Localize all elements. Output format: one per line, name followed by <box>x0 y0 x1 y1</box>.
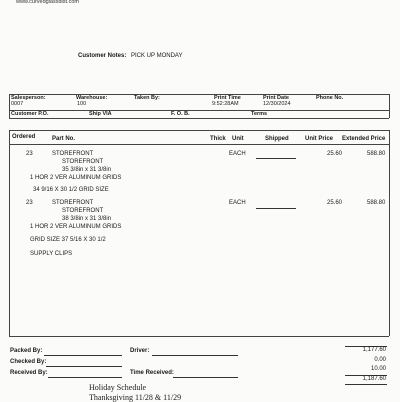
time-received-label: Time Received: <box>130 370 174 376</box>
tax-value: 0.00 <box>374 357 386 363</box>
table-right-border <box>389 130 390 336</box>
holiday-title: Holiday Schedule <box>89 383 147 392</box>
item1-desc3: 1 HOR 2 VER ALUMINUM GRIDS <box>30 175 122 181</box>
checked-by-line[interactable] <box>46 366 122 367</box>
subtotal-value: 1,177.60 <box>362 347 386 353</box>
salesperson-label: Salesperson: <box>11 95 46 101</box>
checked-by-label: Checked By: <box>10 359 47 365</box>
taken-by-label: Taken By: <box>134 95 160 101</box>
item2-desc4: GRID SIZE 37 5/16 X 30 1/2 <box>30 237 106 243</box>
received-by-label: Received By: <box>10 370 48 376</box>
holiday-line: Thanksgiving 11/28 & 11/29 <box>89 393 182 402</box>
table-header-border <box>9 144 389 145</box>
website-url: www.curvedglassdist.com <box>16 0 79 5</box>
fob-label: F. O. B. <box>171 111 190 117</box>
freight-value: 10.00 <box>370 366 386 372</box>
driver-label: Driver: <box>130 348 150 354</box>
item1-shipped-line[interactable] <box>256 158 296 159</box>
ship-via-label: Ship VIA <box>89 111 112 117</box>
col-extended-price: Extended Price <box>342 136 386 142</box>
item1-unit: EACH <box>229 151 246 157</box>
print-time-label: Print Time <box>214 95 241 101</box>
print-date-label: Print Date <box>263 95 289 101</box>
item2-extended-price: 588.80 <box>367 200 386 206</box>
table-bottom-border <box>9 336 389 337</box>
total-value: 1,187.60 <box>362 376 386 382</box>
terms-label: Terms <box>251 111 268 117</box>
time-received-line[interactable] <box>173 377 238 378</box>
print-time-value: 9:52:28AM <box>212 101 239 107</box>
item1-desc4: 34 9/16 X 30 1/2 GRID SIZE <box>33 187 109 193</box>
item1-unit-price: 25.60 <box>327 151 343 157</box>
driver-line[interactable] <box>152 355 238 356</box>
table-left-border <box>9 130 10 336</box>
table-top-border <box>9 130 389 131</box>
col-shipped: Shipped <box>265 136 289 142</box>
item2-desc2: 38 3/8in x 31 3/8in <box>62 216 112 222</box>
col-ordered: Ordered <box>12 134 36 140</box>
print-date-value: 12/30/2024 <box>263 101 291 107</box>
item2-unit: EACH <box>229 200 246 206</box>
item1-part: STOREFRONT <box>52 151 94 157</box>
col-part-no: Part No. <box>52 136 76 142</box>
item2-shipped-line[interactable] <box>256 208 296 209</box>
item2-ordered: 23 <box>26 200 33 206</box>
item1-desc2: 35 3/8in x 31 3/8in <box>62 167 112 173</box>
info-mid-border <box>9 110 389 111</box>
warehouse-value: 100 <box>77 101 87 107</box>
packed-by-line[interactable] <box>44 355 122 356</box>
packed-by-label: Packed By: <box>10 348 43 354</box>
col-unit: Unit <box>232 136 244 142</box>
totals-bottom-line <box>345 384 387 385</box>
col-unit-price: Unit Price <box>305 136 334 142</box>
customer-notes-label: Customer Notes: <box>78 53 127 59</box>
item2-unit-price: 25.60 <box>327 200 343 206</box>
info-right-border <box>389 94 390 118</box>
phone-label: Phone No. <box>316 95 344 101</box>
salesperson-value: 0007 <box>11 101 24 107</box>
item1-extended-price: 588.80 <box>367 151 386 157</box>
item2-desc3: 1 HOR 2 VER ALUMINUM GRIDS <box>30 224 122 230</box>
customer-po-label: Customer P.O. <box>11 111 49 117</box>
item1-ordered: 23 <box>26 151 33 157</box>
received-by-line[interactable] <box>48 377 122 378</box>
customer-notes-value: PICK UP MONDAY <box>131 53 183 59</box>
item2-desc1: STOREFRONT <box>62 208 104 214</box>
item1-desc1: STOREFRONT <box>62 159 104 165</box>
info-left-border <box>9 94 10 118</box>
col-thick: Thick <box>210 136 226 142</box>
info-bottom-border <box>9 118 389 119</box>
warehouse-label: Warehouse: <box>76 95 108 101</box>
item2-part: STOREFRONT <box>52 200 94 206</box>
supply-clips-line: SUPPLY CLIPS <box>30 251 73 257</box>
